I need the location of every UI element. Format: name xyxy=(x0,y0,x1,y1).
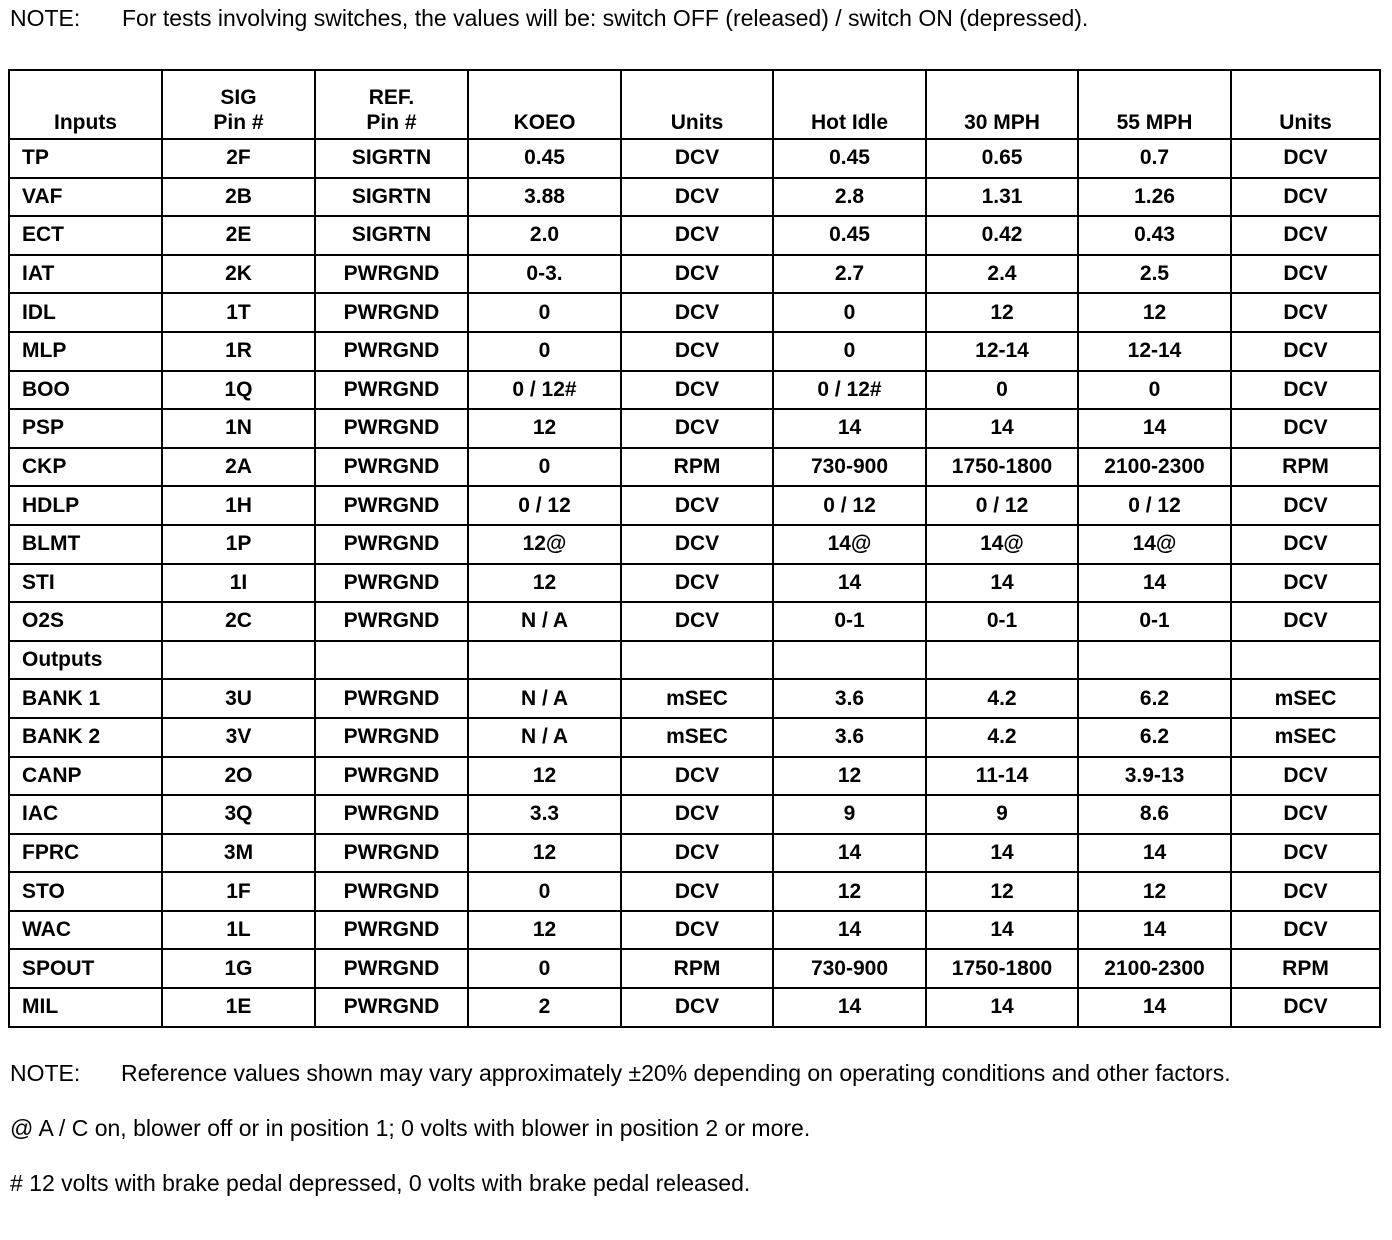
header-koeo xyxy=(468,70,621,139)
cell-30-mph: 4.2 xyxy=(926,679,1078,718)
cell-units: DCV xyxy=(621,872,773,911)
cell-units: mSEC xyxy=(621,679,773,718)
cell-55-mph: 14 xyxy=(1078,834,1231,873)
cell-koeo: N / A xyxy=(468,602,621,641)
cell-30-mph: 14 xyxy=(926,564,1078,603)
row-name-cell: PSP xyxy=(9,409,162,448)
cell-30-mph: 0.42 xyxy=(926,216,1078,255)
cell-hot-idle: 0 xyxy=(773,293,926,332)
table-row xyxy=(9,911,1380,950)
cell-hot-idle: 0-1 xyxy=(773,602,926,641)
table-row xyxy=(9,371,1380,410)
header-line: Pin # xyxy=(366,111,417,134)
cell-ref-pin: PWRGND xyxy=(315,949,468,988)
header-inputs xyxy=(9,70,162,139)
header-line: Units xyxy=(670,111,724,134)
cell-55-mph: 2100-2300 xyxy=(1078,949,1231,988)
cell-sig-pin: 1Q xyxy=(162,371,315,410)
header-line: Pin # xyxy=(213,111,264,134)
cell-55-mph: 1.26 xyxy=(1078,178,1231,217)
cell-units-2: DCV xyxy=(1231,911,1380,950)
cell-units: DCV xyxy=(621,988,773,1027)
cell-units: DCV xyxy=(621,293,773,332)
cell-koeo: 12 xyxy=(468,911,621,950)
cell-units: DCV xyxy=(621,525,773,564)
cell-30-mph: 0 xyxy=(926,371,1078,410)
table-row xyxy=(9,448,1380,487)
table-row xyxy=(9,525,1380,564)
cell-koeo: 12 xyxy=(468,757,621,796)
cell-ref-pin: PWRGND xyxy=(315,757,468,796)
cell-sig-pin: 1E xyxy=(162,988,315,1027)
cell-koeo: 3.88 xyxy=(468,178,621,217)
table-row xyxy=(9,872,1380,911)
cell-30-mph: 11-14 xyxy=(926,757,1078,796)
cell-30-mph: 12 xyxy=(926,293,1078,332)
cell-units: DCV xyxy=(621,371,773,410)
cell-sig-pin xyxy=(162,641,315,680)
cell-sig-pin: 3M xyxy=(162,834,315,873)
row-name-cell: IAT xyxy=(9,255,162,294)
cell-ref-pin: PWRGND xyxy=(315,911,468,950)
cell-30-mph: 14 xyxy=(926,988,1078,1027)
tolerance-note-text: Reference values shown may vary approximately ±20% depending on operating conditions and other factors. xyxy=(121,1060,1231,1086)
cell-ref-pin: PWRGND xyxy=(315,602,468,641)
cell-55-mph: 8.6 xyxy=(1078,795,1231,834)
row-name-cell: WAC xyxy=(9,911,162,950)
cell-units-2: DCV xyxy=(1231,602,1380,641)
footnote-at-sign: @ A / C on, blower off or in position 1; 0 volts with blower in position 2 or more. xyxy=(10,1115,811,1141)
table-row xyxy=(9,564,1380,603)
cell-30-mph: 0-1 xyxy=(926,602,1078,641)
cell-30-mph: 12-14 xyxy=(926,332,1078,371)
cell-55-mph: 6.2 xyxy=(1078,679,1231,718)
cell-30-mph xyxy=(926,641,1078,680)
cell-units xyxy=(621,641,773,680)
cell-55-mph: 12 xyxy=(1078,872,1231,911)
cell-ref-pin: SIGRTN xyxy=(315,178,468,217)
cell-30-mph: 14 xyxy=(926,911,1078,950)
cell-hot-idle: 0 / 12 xyxy=(773,486,926,525)
cell-55-mph: 14 xyxy=(1078,911,1231,950)
tolerance-note-label: NOTE: xyxy=(10,1060,81,1086)
footnote-hash-sign: # 12 volts with brake pedal depressed, 0 volts with brake pedal released. xyxy=(10,1170,751,1196)
cell-ref-pin: PWRGND xyxy=(315,409,468,448)
cell-units: RPM xyxy=(621,949,773,988)
cell-koeo: 0 xyxy=(468,332,621,371)
cell-units-2: mSEC xyxy=(1231,679,1380,718)
header-line: Hot Idle xyxy=(811,111,888,134)
row-name-cell: ECT xyxy=(9,216,162,255)
cell-units: DCV xyxy=(621,795,773,834)
cell-koeo: 0 / 12 xyxy=(468,486,621,525)
row-name-cell: CKP xyxy=(9,448,162,487)
cell-55-mph: 0-1 xyxy=(1078,602,1231,641)
cell-ref-pin: PWRGND xyxy=(315,332,468,371)
cell-units-2: DCV xyxy=(1231,988,1380,1027)
header-units-2 xyxy=(1231,70,1380,139)
row-name-cell: BOO xyxy=(9,371,162,410)
cell-30-mph: 1.31 xyxy=(926,178,1078,217)
cell-sig-pin: 2O xyxy=(162,757,315,796)
cell-units: mSEC xyxy=(621,718,773,757)
cell-sig-pin: 1G xyxy=(162,949,315,988)
row-name-cell: BLMT xyxy=(9,525,162,564)
table-header-row xyxy=(9,70,1380,139)
cell-55-mph: 6.2 xyxy=(1078,718,1231,757)
row-name-cell: O2S xyxy=(9,602,162,641)
cell-ref-pin: PWRGND xyxy=(315,371,468,410)
cell-55-mph: 14 xyxy=(1078,988,1231,1027)
table-row xyxy=(9,486,1380,525)
cell-55-mph: 2100-2300 xyxy=(1078,448,1231,487)
table-row xyxy=(9,757,1380,796)
cell-sig-pin: 2F xyxy=(162,139,315,178)
row-name-cell: MIL xyxy=(9,988,162,1027)
section-row xyxy=(9,641,1380,680)
cell-koeo: 12 xyxy=(468,564,621,603)
cell-55-mph: 12-14 xyxy=(1078,332,1231,371)
cell-hot-idle: 14 xyxy=(773,911,926,950)
cell-koeo: N / A xyxy=(468,718,621,757)
cell-hot-idle xyxy=(773,641,926,680)
cell-units-2: DCV xyxy=(1231,216,1380,255)
header-ref-pin xyxy=(315,70,468,139)
cell-units: DCV xyxy=(621,486,773,525)
table-row xyxy=(9,718,1380,757)
cell-sig-pin: 2B xyxy=(162,178,315,217)
cell-30-mph: 14 xyxy=(926,409,1078,448)
cell-units: DCV xyxy=(621,255,773,294)
cell-units-2: DCV xyxy=(1231,371,1380,410)
cell-koeo: 0 / 12# xyxy=(468,371,621,410)
cell-koeo: 0.45 xyxy=(468,139,621,178)
cell-koeo: N / A xyxy=(468,679,621,718)
cell-units-2: DCV xyxy=(1231,255,1380,294)
cell-units-2: DCV xyxy=(1231,872,1380,911)
cell-30-mph: 1750-1800 xyxy=(926,949,1078,988)
cell-ref-pin: PWRGND xyxy=(315,448,468,487)
table-row xyxy=(9,602,1380,641)
top-note-label: NOTE: xyxy=(10,5,81,31)
cell-koeo: 0 xyxy=(468,949,621,988)
cell-sig-pin: 1N xyxy=(162,409,315,448)
row-name-cell: STO xyxy=(9,872,162,911)
cell-55-mph: 0.7 xyxy=(1078,139,1231,178)
table-row xyxy=(9,178,1380,217)
cell-sig-pin: 2A xyxy=(162,448,315,487)
cell-koeo: 0 xyxy=(468,293,621,332)
cell-ref-pin: SIGRTN xyxy=(315,139,468,178)
header-line: KOEO xyxy=(513,111,576,134)
table-row xyxy=(9,332,1380,371)
row-name-cell: STI xyxy=(9,564,162,603)
cell-koeo: 12 xyxy=(468,409,621,448)
row-name-cell: SPOUT xyxy=(9,949,162,988)
cell-sig-pin: 1L xyxy=(162,911,315,950)
cell-units-2: DCV xyxy=(1231,293,1380,332)
cell-koeo: 3.3 xyxy=(468,795,621,834)
cell-ref-pin: PWRGND xyxy=(315,255,468,294)
cell-units-2: DCV xyxy=(1231,139,1380,178)
cell-units-2: DCV xyxy=(1231,486,1380,525)
header-sig-pin xyxy=(162,70,315,139)
cell-units-2: mSEC xyxy=(1231,718,1380,757)
cell-units-2: DCV xyxy=(1231,409,1380,448)
table-row xyxy=(9,795,1380,834)
cell-units-2: RPM xyxy=(1231,448,1380,487)
cell-ref-pin: PWRGND xyxy=(315,718,468,757)
cell-55-mph: 0.43 xyxy=(1078,216,1231,255)
table-row xyxy=(9,139,1380,178)
cell-hot-idle: 0.45 xyxy=(773,139,926,178)
cell-sig-pin: 1H xyxy=(162,486,315,525)
cell-ref-pin: PWRGND xyxy=(315,525,468,564)
cell-hot-idle: 14 xyxy=(773,988,926,1027)
cell-sig-pin: 3Q xyxy=(162,795,315,834)
cell-55-mph: 12 xyxy=(1078,293,1231,332)
table-row xyxy=(9,949,1380,988)
cell-55-mph: 14 xyxy=(1078,409,1231,448)
cell-hot-idle: 0 / 12# xyxy=(773,371,926,410)
header-30-mph xyxy=(926,70,1078,139)
header-line: 55 MPH xyxy=(1116,111,1193,134)
header-hot-idle xyxy=(773,70,926,139)
cell-units: DCV xyxy=(621,332,773,371)
cell-30-mph: 2.4 xyxy=(926,255,1078,294)
cell-koeo: 12 xyxy=(468,834,621,873)
cell-hot-idle: 2.8 xyxy=(773,178,926,217)
cell-30-mph: 9 xyxy=(926,795,1078,834)
cell-ref-pin: SIGRTN xyxy=(315,216,468,255)
cell-ref-pin: PWRGND xyxy=(315,988,468,1027)
table-row xyxy=(9,679,1380,718)
header-line: Inputs xyxy=(54,111,117,134)
cell-units-2 xyxy=(1231,641,1380,680)
cell-units-2: DCV xyxy=(1231,525,1380,564)
tolerance-note xyxy=(10,1058,1382,1089)
cell-hot-idle: 0 xyxy=(773,332,926,371)
cell-hot-idle: 12 xyxy=(773,757,926,796)
cell-30-mph: 0.65 xyxy=(926,139,1078,178)
cell-30-mph: 14 xyxy=(926,834,1078,873)
cell-30-mph: 1750-1800 xyxy=(926,448,1078,487)
row-name-cell: BANK 1 xyxy=(9,679,162,718)
cell-sig-pin: 2K xyxy=(162,255,315,294)
row-name-cell: VAF xyxy=(9,178,162,217)
cell-ref-pin: PWRGND xyxy=(315,834,468,873)
row-name-cell: IDL xyxy=(9,293,162,332)
cell-units-2: DCV xyxy=(1231,178,1380,217)
cell-units-2: RPM xyxy=(1231,949,1380,988)
cell-koeo xyxy=(468,641,621,680)
cell-koeo: 0 xyxy=(468,872,621,911)
top-note-text: For tests involving switches, the values will be: switch OFF (released) / switch ON (depressed). xyxy=(122,5,1089,31)
cell-ref-pin: PWRGND xyxy=(315,679,468,718)
cell-units-2: DCV xyxy=(1231,757,1380,796)
cell-units: DCV xyxy=(621,139,773,178)
table-row xyxy=(9,988,1380,1027)
cell-koeo: 0-3. xyxy=(468,255,621,294)
header-units xyxy=(621,70,773,139)
cell-30-mph: 0 / 12 xyxy=(926,486,1078,525)
cell-55-mph: 0 xyxy=(1078,371,1231,410)
bottom-notes xyxy=(10,1058,1382,1199)
cell-55-mph: 2.5 xyxy=(1078,255,1231,294)
cell-ref-pin: PWRGND xyxy=(315,564,468,603)
cell-units: DCV xyxy=(621,216,773,255)
table-row xyxy=(9,409,1380,448)
cell-sig-pin: 2E xyxy=(162,216,315,255)
top-note xyxy=(10,4,1380,32)
cell-units: DCV xyxy=(621,911,773,950)
table-body xyxy=(9,139,1380,1027)
cell-koeo: 0 xyxy=(468,448,621,487)
row-name-cell: IAC xyxy=(9,795,162,834)
row-name-cell: HDLP xyxy=(9,486,162,525)
row-name-cell: MLP xyxy=(9,332,162,371)
cell-55-mph xyxy=(1078,641,1231,680)
cell-sig-pin: 3U xyxy=(162,679,315,718)
cell-55-mph: 0 / 12 xyxy=(1078,486,1231,525)
cell-55-mph: 14 xyxy=(1078,564,1231,603)
cell-hot-idle: 12 xyxy=(773,872,926,911)
cell-ref-pin xyxy=(315,641,468,680)
row-name-cell: FPRC xyxy=(9,834,162,873)
cell-sig-pin: 1R xyxy=(162,332,315,371)
cell-sig-pin: 2C xyxy=(162,602,315,641)
cell-units: DCV xyxy=(621,564,773,603)
table-row xyxy=(9,834,1380,873)
header-line: SIG xyxy=(220,86,257,109)
cell-hot-idle: 0.45 xyxy=(773,216,926,255)
cell-units-2: DCV xyxy=(1231,564,1380,603)
cell-units: DCV xyxy=(621,178,773,217)
cell-koeo: 2.0 xyxy=(468,216,621,255)
cell-sig-pin: 1F xyxy=(162,872,315,911)
cell-sig-pin: 1I xyxy=(162,564,315,603)
cell-55-mph: 3.9-13 xyxy=(1078,757,1231,796)
row-name-cell: Outputs xyxy=(9,641,162,680)
cell-30-mph: 14@ xyxy=(926,525,1078,564)
table-row xyxy=(9,255,1380,294)
row-name-cell: BANK 2 xyxy=(9,718,162,757)
cell-30-mph: 12 xyxy=(926,872,1078,911)
cell-55-mph: 14@ xyxy=(1078,525,1231,564)
cell-hot-idle: 730-900 xyxy=(773,949,926,988)
row-name-cell: TP xyxy=(9,139,162,178)
cell-units-2: DCV xyxy=(1231,332,1380,371)
cell-hot-idle: 9 xyxy=(773,795,926,834)
header-line: Units xyxy=(1279,111,1332,134)
cell-units-2: DCV xyxy=(1231,795,1380,834)
cell-hot-idle: 730-900 xyxy=(773,448,926,487)
cell-koeo: 12@ xyxy=(468,525,621,564)
cell-hot-idle: 14@ xyxy=(773,525,926,564)
cell-hot-idle: 2.7 xyxy=(773,255,926,294)
cell-units-2: DCV xyxy=(1231,834,1380,873)
cell-sig-pin: 1P xyxy=(162,525,315,564)
cell-units: DCV xyxy=(621,602,773,641)
cell-units: DCV xyxy=(621,757,773,796)
cell-koeo: 2 xyxy=(468,988,621,1027)
cell-hot-idle: 14 xyxy=(773,564,926,603)
cell-hot-idle: 3.6 xyxy=(773,679,926,718)
table-row xyxy=(9,216,1380,255)
cell-units: DCV xyxy=(621,409,773,448)
cell-sig-pin: 3V xyxy=(162,718,315,757)
cell-ref-pin: PWRGND xyxy=(315,872,468,911)
cell-hot-idle: 14 xyxy=(773,834,926,873)
reference-values-table xyxy=(8,69,1381,1028)
cell-ref-pin: PWRGND xyxy=(315,486,468,525)
cell-ref-pin: PWRGND xyxy=(315,795,468,834)
cell-sig-pin: 1T xyxy=(162,293,315,332)
header-line: REF. xyxy=(368,86,415,109)
row-name-cell: CANP xyxy=(9,757,162,796)
table-row xyxy=(9,293,1380,332)
header-line: 30 MPH xyxy=(964,111,1040,134)
cell-30-mph: 4.2 xyxy=(926,718,1078,757)
cell-ref-pin: PWRGND xyxy=(315,293,468,332)
cell-units: RPM xyxy=(621,448,773,487)
header-55-mph xyxy=(1078,70,1231,139)
cell-units: DCV xyxy=(621,834,773,873)
cell-hot-idle: 3.6 xyxy=(773,718,926,757)
cell-hot-idle: 14 xyxy=(773,409,926,448)
